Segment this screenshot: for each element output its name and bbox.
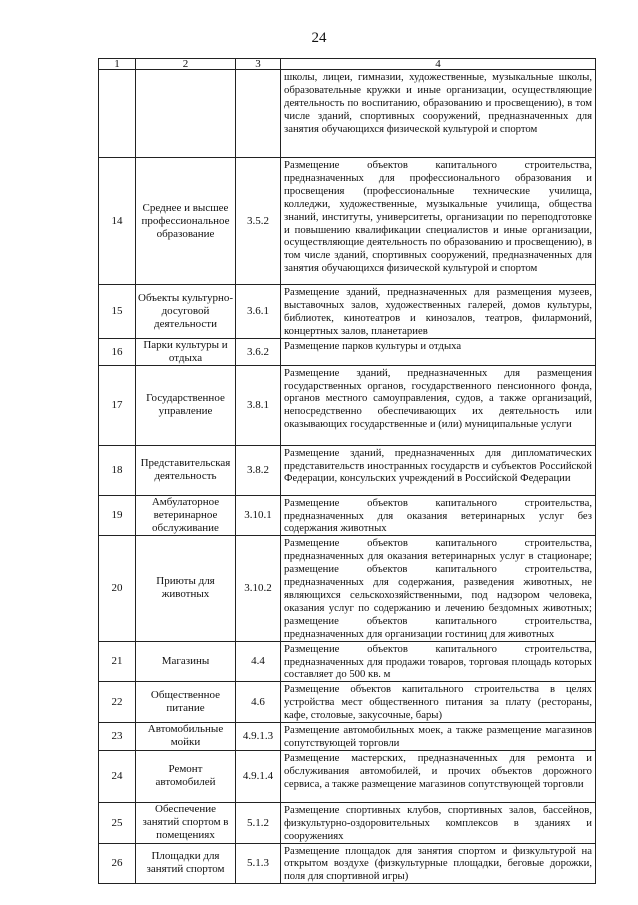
row-number: 16 — [99, 338, 136, 365]
use-type-code: 3.5.2 — [236, 158, 281, 285]
table-row — [99, 445, 596, 495]
row-number: 26 — [99, 843, 136, 884]
header-col-2: 2 — [136, 59, 236, 70]
use-type-description: Размещение площадок для занятия спортом и физкультурой на открытом воздухе (физкультурные площадки, беговые дорожки, поля для спортивной игры) — [281, 843, 596, 884]
table-header-row — [99, 59, 596, 70]
use-type-code: 4.9.1.4 — [236, 750, 281, 802]
table-row — [99, 365, 596, 445]
page-number: 24 — [311, 30, 327, 46]
use-type-description: Размещение объектов капитального строительства, предназначенных для оказания ветеринарных услуг в стационаре; размещение объектов капитального строительства, предназначенных для содержания, разведения животных, не являющихся сельскохозяйственными, под надзором человека, оказания услуг по содержанию и лечению бездомных животных; размещение объектов капитального строительства, предназначенных для организации гостиниц для животных — [281, 536, 596, 641]
table-row — [99, 682, 596, 723]
use-type-name: Среднее и высшее профессиональное образование — [136, 158, 236, 285]
use-type-code: 4.4 — [236, 641, 281, 682]
use-type-name: Объекты культурно-досуговой деятельности — [136, 285, 236, 339]
row-number: 20 — [99, 536, 136, 641]
use-type-code: 4.6 — [236, 682, 281, 723]
row-number: 25 — [99, 802, 136, 843]
use-type-description: Размещение парков культуры и отдыха — [281, 338, 596, 365]
table-row — [99, 641, 596, 682]
use-type-description: школы, лицеи, гимназии, художественные, музыкальные школы, образовательные кружки и иные организации, осуществляющие деятельность по воспитанию, образованию и просвещению), в том числе зданий, спортивных сооружений, предназначенных для занятия обучающихся физической культурой и спортом — [281, 70, 596, 158]
use-type-code: 3.6.1 — [236, 285, 281, 339]
use-type-description: Размещение спортивных клубов, спортивных залов, бассейнов, физкультурно-оздоровительных комплексов в зданиях и сооружениях — [281, 802, 596, 843]
row-number: 14 — [99, 158, 136, 285]
table-row — [99, 843, 596, 884]
use-type-description: Размещение автомобильных моек, а также размещение магазинов сопутствующей торговли — [281, 723, 596, 751]
use-type-code: 3.8.2 — [236, 445, 281, 495]
use-type-description: Размещение зданий, предназначенных для размещения государственных органов, государственного пенсионного фонда, органов местного самоуправления, судов, а также организаций, непосредственно обеспечивающих их деятельность или оказывающих государственные и (или) муниципальные услуги — [281, 365, 596, 445]
use-type-code: 3.8.1 — [236, 365, 281, 445]
use-type-code: 5.1.3 — [236, 843, 281, 884]
use-type-description: Размещение объектов капитального строительства, предназначенных для оказания ветеринарных услуг без содержания животных — [281, 495, 596, 536]
row-number: 23 — [99, 723, 136, 751]
use-type-description: Размещение мастерских, предназначенных для ремонта и обслуживания автомобилей, и прочих объектов дорожного сервиса, а также размещение магазинов сопутствующей торговли — [281, 750, 596, 802]
use-type-name: Парки культуры и отдыха — [136, 338, 236, 365]
row-number — [99, 70, 136, 158]
row-number: 21 — [99, 641, 136, 682]
row-number: 15 — [99, 285, 136, 339]
use-type-name: Приюты для животных — [136, 536, 236, 641]
use-type-code: 4.9.1.3 — [236, 723, 281, 751]
use-type-description: Размещение объектов капитального строительства, предназначенных для продажи товаров, торговая площадь которых составляет до 500 кв. м — [281, 641, 596, 682]
row-number: 18 — [99, 445, 136, 495]
header-col-3: 3 — [236, 59, 281, 70]
row-number: 19 — [99, 495, 136, 536]
land-use-table — [98, 58, 596, 884]
use-type-name: Площадки для занятий спортом — [136, 843, 236, 884]
use-type-description: Размещение объектов капитального строительства в целях устройства мест общественного питания за плату (рестораны, кафе, столовые, закусочные, бары) — [281, 682, 596, 723]
row-number: 17 — [99, 365, 136, 445]
header-col-1: 1 — [99, 59, 136, 70]
use-type-name: Ремонт автомобилей — [136, 750, 236, 802]
table-row — [99, 750, 596, 802]
use-type-name: Общественное питание — [136, 682, 236, 723]
table-row — [99, 723, 596, 751]
table-row — [99, 536, 596, 641]
use-type-code: 3.10.1 — [236, 495, 281, 536]
table-row — [99, 802, 596, 843]
table-row — [99, 158, 596, 285]
use-type-name: Магазины — [136, 641, 236, 682]
use-type-code: 3.6.2 — [236, 338, 281, 365]
use-type-name: Государственное управление — [136, 365, 236, 445]
use-type-code: 5.1.2 — [236, 802, 281, 843]
table-row — [99, 285, 596, 339]
use-type-code — [236, 70, 281, 158]
use-type-name — [136, 70, 236, 158]
use-type-name: Обеспечение занятий спортом в помещениях — [136, 802, 236, 843]
use-type-description: Размещение зданий, предназначенных для дипломатических представительств иностранных государств и субъектов Российской Федерации, консульских учреждений в Российской Федерации — [281, 445, 596, 495]
table-row — [99, 338, 596, 365]
use-type-name: Автомобильные мойки — [136, 723, 236, 751]
use-type-name: Представительская деятельность — [136, 445, 236, 495]
header-col-4: 4 — [281, 59, 596, 70]
use-type-description: Размещение зданий, предназначенных для размещения музеев, выставочных залов, художественных галерей, домов культуры, библиотек, кинотеатров и кинозалов, театров, филармоний, концертных залов, планетариев — [281, 285, 596, 339]
row-number: 22 — [99, 682, 136, 723]
table-row — [99, 70, 596, 158]
use-type-code: 3.10.2 — [236, 536, 281, 641]
use-type-description: Размещение объектов капитального строительства, предназначенных для профессионального образования и просвещения (профессиональные технические училища, колледжи, художественные, музыкальные училища, общества знаний, институты, университеты, организации по переподготовке и повышению квалификации специалистов и иные организации, осуществляющие деятельность по образованию и просвещению), в том числе зданий, спортивных сооружений, предназначенных для занятия обучающихся физической культурой и спортом — [281, 158, 596, 285]
use-type-name: Амбулаторное ветеринарное обслуживание — [136, 495, 236, 536]
row-number: 24 — [99, 750, 136, 802]
table-row — [99, 495, 596, 536]
